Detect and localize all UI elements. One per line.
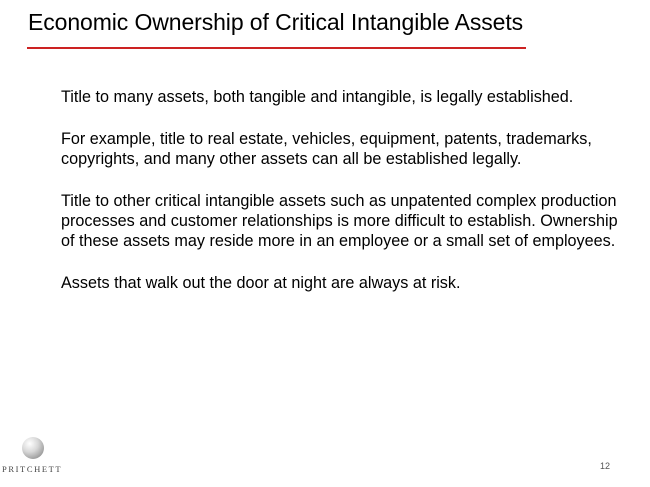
slide-body [61,87,621,315]
page-number: 12 [600,461,611,471]
paragraph-3: Title to other critical intangible assets such as unpatented complex production processes and customer relationships is more difficult to establish. Ownership of these assets may reside more in an employee or a small set of employees. [61,192,618,250]
sphere-logo-icon [22,437,44,459]
title-divider [27,47,526,49]
paragraph-2: For example, title to real estate, vehicles, equipment, patents, trademarks, copyrights, and many other assets can all be established legally. [61,130,592,168]
slide-title: Economic Ownership of Critical Intangible Assets [28,9,524,35]
paragraph-1: Title to many assets, both tangible and intangible, is legally established. [61,88,574,106]
paragraph-4: Assets that walk out the door at night are always at risk. [61,274,461,292]
logo-text: PRITCHETT [2,464,63,474]
pritchett-logo [0,437,66,485]
